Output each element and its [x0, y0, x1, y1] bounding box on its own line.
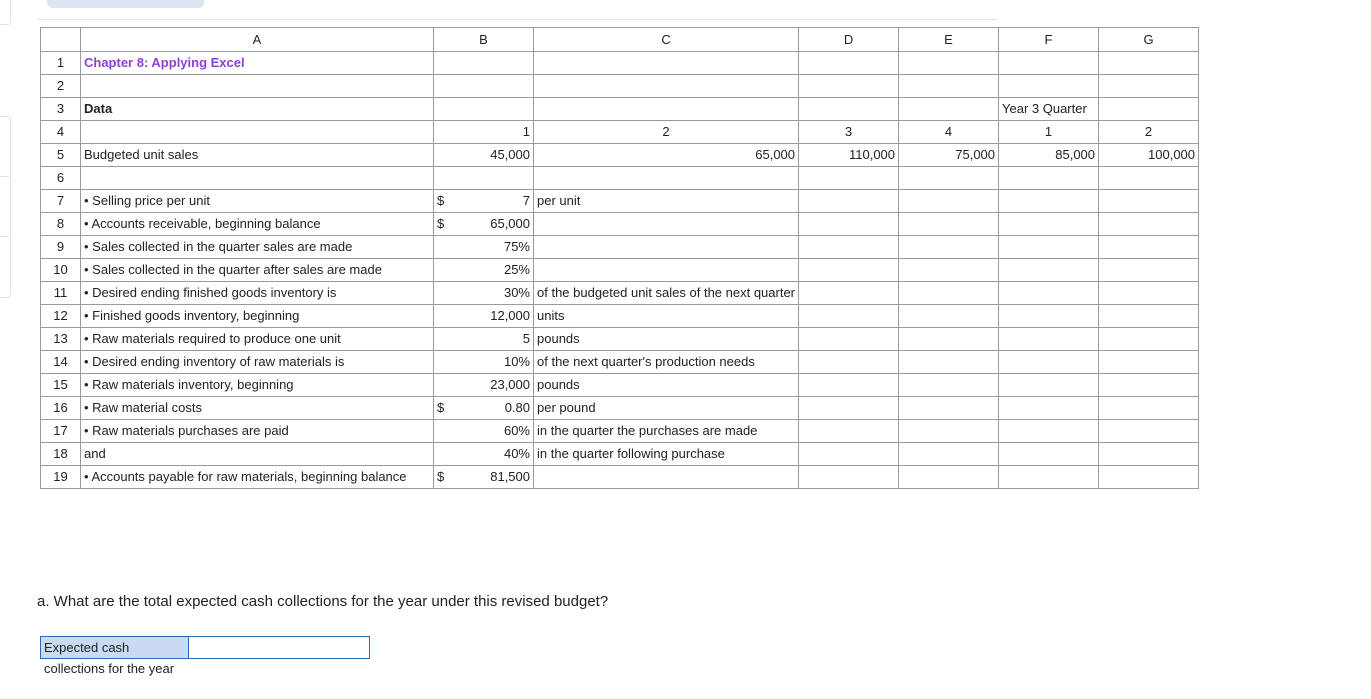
cell-c[interactable]: [534, 167, 799, 190]
cell-b[interactable]: 12,000: [434, 305, 534, 328]
question-text: a. What are the total expected cash collections for the year under this revised budget?: [37, 593, 609, 610]
currency-symbol: $: [434, 397, 460, 420]
row-number: 1: [41, 52, 81, 75]
cell-b[interactable]: 75%: [434, 236, 534, 259]
table-row: [41, 420, 1199, 443]
cell-f[interactable]: [999, 190, 1099, 213]
cell-d[interactable]: [799, 98, 899, 121]
cell-e[interactable]: [899, 167, 999, 190]
table-row: [41, 98, 1199, 121]
cell-e[interactable]: [899, 397, 999, 420]
cell-f[interactable]: [999, 443, 1099, 466]
cell-g[interactable]: 100,000: [1099, 144, 1199, 167]
cell-c[interactable]: of the budgeted unit sales of the next quarter: [534, 282, 799, 305]
cell-e[interactable]: [899, 420, 999, 443]
table-row: [41, 121, 1199, 144]
table-row: [41, 397, 1199, 420]
cell-f[interactable]: [999, 305, 1099, 328]
row-number: 2: [41, 75, 81, 98]
cell-f[interactable]: 1: [999, 121, 1099, 144]
row-number: 17: [41, 420, 81, 443]
top-tab[interactable]: [47, 0, 204, 8]
cell-c[interactable]: in the quarter following purchase: [534, 443, 799, 466]
table-row: [41, 443, 1199, 466]
cell-e[interactable]: [899, 466, 999, 489]
row-number: 14: [41, 351, 81, 374]
cell-c[interactable]: pounds: [534, 328, 799, 351]
answer-label: Expected cash collections for the year: [41, 637, 189, 658]
cell-a[interactable]: • Accounts payable for raw materials, beginning balance: [81, 466, 434, 489]
cell-d[interactable]: [799, 167, 899, 190]
cell-d[interactable]: [799, 52, 899, 75]
cell-c[interactable]: 2: [534, 121, 799, 144]
table-row: [41, 305, 1199, 328]
table-row: [41, 167, 1199, 190]
cell-a[interactable]: • Raw material costs: [81, 397, 434, 420]
cell-b[interactable]: 1: [434, 121, 534, 144]
cell-b[interactable]: 30%: [434, 282, 534, 305]
cell-a[interactable]: Chapter 8: Applying Excel: [81, 52, 434, 75]
cell-f[interactable]: [999, 351, 1099, 374]
cell-f[interactable]: [999, 167, 1099, 190]
cell-c[interactable]: units: [534, 305, 799, 328]
cell-a[interactable]: and: [81, 443, 434, 466]
row-number: 19: [41, 466, 81, 489]
row-number: 3: [41, 98, 81, 121]
cell-f[interactable]: 85,000: [999, 144, 1099, 167]
table-row: [41, 144, 1199, 167]
cell-g[interactable]: [1099, 75, 1199, 98]
cell-c[interactable]: [534, 52, 799, 75]
cell-b[interactable]: [434, 52, 534, 75]
cell-e[interactable]: [899, 213, 999, 236]
cell-e[interactable]: [899, 282, 999, 305]
cell-b[interactable]: 60%: [434, 420, 534, 443]
cell-b[interactable]: 23,000: [434, 374, 534, 397]
cell-f[interactable]: [999, 420, 1099, 443]
cell-d[interactable]: [799, 328, 899, 351]
table-row: [41, 328, 1199, 351]
corner-cell: [41, 28, 81, 52]
cell-g[interactable]: [1099, 213, 1199, 236]
cell-c[interactable]: [534, 466, 799, 489]
cell-g[interactable]: [1099, 466, 1199, 489]
row-number: 15: [41, 374, 81, 397]
cell-a[interactable]: Budgeted unit sales: [81, 144, 434, 167]
answer-input-wrap: [189, 637, 369, 658]
table-row: [41, 351, 1199, 374]
cell-a[interactable]: • Raw materials purchases are paid: [81, 420, 434, 443]
cell-g[interactable]: [1099, 420, 1199, 443]
cell-c[interactable]: pounds: [534, 374, 799, 397]
cell-a[interactable]: • Desired ending inventory of raw materials is: [81, 351, 434, 374]
table-row: [41, 374, 1199, 397]
column-header-f: F: [999, 28, 1099, 52]
cell-b[interactable]: [434, 167, 534, 190]
cell-f[interactable]: [999, 236, 1099, 259]
cell-b[interactable]: 0.80: [460, 397, 534, 420]
row-number: 4: [41, 121, 81, 144]
cell-b[interactable]: 25%: [434, 259, 534, 282]
cell-c[interactable]: [534, 75, 799, 98]
cell-g[interactable]: [1099, 443, 1199, 466]
cell-b[interactable]: 10%: [434, 351, 534, 374]
cell-b[interactable]: 7: [460, 190, 534, 213]
cell-c[interactable]: 65,000: [534, 144, 799, 167]
cell-c[interactable]: [534, 213, 799, 236]
cell-f[interactable]: [999, 328, 1099, 351]
answer-row: [40, 636, 370, 676]
column-header-a: A: [81, 28, 434, 52]
cell-f[interactable]: [999, 466, 1099, 489]
cell-d[interactable]: [799, 282, 899, 305]
cell-g[interactable]: [1099, 328, 1199, 351]
cell-d[interactable]: [799, 236, 899, 259]
table-row: [41, 52, 1199, 75]
table-row: [41, 236, 1199, 259]
table-row: [41, 190, 1199, 213]
cell-g[interactable]: [1099, 351, 1199, 374]
cell-g[interactable]: [1099, 167, 1199, 190]
column-header-d: D: [799, 28, 899, 52]
cell-g[interactable]: [1099, 374, 1199, 397]
cell-b[interactable]: 81,500: [460, 466, 534, 489]
column-header-g: G: [1099, 28, 1199, 52]
spreadsheet-table: [40, 27, 1199, 489]
cell-d[interactable]: [799, 75, 899, 98]
cell-c[interactable]: per pound: [534, 397, 799, 420]
cell-d[interactable]: [799, 351, 899, 374]
expected-cash-collections-input[interactable]: [189, 637, 369, 658]
row-number: 9: [41, 236, 81, 259]
row-number: 13: [41, 328, 81, 351]
cell-b[interactable]: 45,000: [434, 144, 534, 167]
cell-g[interactable]: [1099, 305, 1199, 328]
cell-d[interactable]: [799, 259, 899, 282]
cell-a[interactable]: • Desired ending finished goods inventory is: [81, 282, 434, 305]
cell-e[interactable]: [899, 328, 999, 351]
cell-e[interactable]: [899, 190, 999, 213]
cell-d[interactable]: [799, 305, 899, 328]
table-row: [41, 466, 1199, 489]
cell-c[interactable]: [534, 236, 799, 259]
currency-symbol: $: [434, 190, 460, 213]
cell-a[interactable]: • Sales collected in the quarter sales are made: [81, 236, 434, 259]
cell-c[interactable]: of the next quarter's production needs: [534, 351, 799, 374]
cell-e[interactable]: [899, 305, 999, 328]
column-header-c: C: [534, 28, 799, 52]
cell-b[interactable]: 5: [434, 328, 534, 351]
cell-d[interactable]: [799, 397, 899, 420]
row-number: 12: [41, 305, 81, 328]
row-number: 8: [41, 213, 81, 236]
cell-e[interactable]: [899, 443, 999, 466]
row-number: 16: [41, 397, 81, 420]
cell-e[interactable]: [899, 351, 999, 374]
cell-f[interactable]: [999, 52, 1099, 75]
cell-f[interactable]: Year 3 Quarter: [999, 98, 1099, 121]
cell-g[interactable]: [1099, 98, 1199, 121]
cell-a[interactable]: • Accounts receivable, beginning balance: [81, 213, 434, 236]
divider: [37, 19, 997, 20]
cell-g[interactable]: [1099, 236, 1199, 259]
cell-e[interactable]: [899, 374, 999, 397]
cell-b[interactable]: [434, 75, 534, 98]
cell-a[interactable]: [81, 167, 434, 190]
table-row: [41, 282, 1199, 305]
cell-a[interactable]: • Raw materials inventory, beginning: [81, 374, 434, 397]
row-number: 11: [41, 282, 81, 305]
cell-c[interactable]: in the quarter the purchases are made: [534, 420, 799, 443]
left-rail-panel[interactable]: [0, 0, 11, 25]
cell-d[interactable]: 3: [799, 121, 899, 144]
cell-d[interactable]: [799, 374, 899, 397]
cell-d[interactable]: [799, 190, 899, 213]
table-row: [41, 213, 1199, 236]
cell-g[interactable]: [1099, 52, 1199, 75]
cell-e[interactable]: [899, 75, 999, 98]
cell-g[interactable]: [1099, 190, 1199, 213]
cell-a[interactable]: [81, 75, 434, 98]
cell-g[interactable]: [1099, 282, 1199, 305]
table-row: [41, 259, 1199, 282]
cell-b[interactable]: 40%: [434, 443, 534, 466]
cell-d[interactable]: [799, 466, 899, 489]
row-number: 18: [41, 443, 81, 466]
currency-symbol: $: [434, 466, 460, 489]
cell-g[interactable]: 2: [1099, 121, 1199, 144]
cell-f[interactable]: [999, 397, 1099, 420]
cell-d[interactable]: [799, 420, 899, 443]
cell-a[interactable]: • Selling price per unit: [81, 190, 434, 213]
currency-symbol: $: [434, 213, 460, 236]
cell-f[interactable]: [999, 282, 1099, 305]
cell-g[interactable]: [1099, 259, 1199, 282]
cell-d[interactable]: 110,000: [799, 144, 899, 167]
cell-a[interactable]: • Sales collected in the quarter after sales are made: [81, 259, 434, 282]
row-number: 10: [41, 259, 81, 282]
cell-b[interactable]: 65,000: [460, 213, 534, 236]
cell-f[interactable]: [999, 75, 1099, 98]
cell-e[interactable]: [899, 52, 999, 75]
table-row: [41, 75, 1199, 98]
column-header-e: E: [899, 28, 999, 52]
column-header-b: B: [434, 28, 534, 52]
row-number: 7: [41, 190, 81, 213]
cell-d[interactable]: [799, 443, 899, 466]
cell-f[interactable]: [999, 374, 1099, 397]
cell-a[interactable]: • Raw materials required to produce one unit: [81, 328, 434, 351]
cell-g[interactable]: [1099, 397, 1199, 420]
column-header-row: [41, 28, 1199, 52]
row-number: 6: [41, 167, 81, 190]
cell-e[interactable]: [899, 259, 999, 282]
cell-e[interactable]: [899, 236, 999, 259]
cell-d[interactable]: [799, 213, 899, 236]
cell-c[interactable]: [534, 98, 799, 121]
cell-e[interactable]: 75,000: [899, 144, 999, 167]
cell-a[interactable]: Data: [81, 98, 434, 121]
cell-a[interactable]: • Finished goods inventory, beginning: [81, 305, 434, 328]
cell-e[interactable]: 4: [899, 121, 999, 144]
cell-f[interactable]: [999, 259, 1099, 282]
cell-c[interactable]: [534, 259, 799, 282]
left-rail-panel[interactable]: [0, 116, 11, 298]
row-number: 5: [41, 144, 81, 167]
cell-a[interactable]: [81, 121, 434, 144]
cell-f[interactable]: [999, 213, 1099, 236]
cell-e[interactable]: [899, 98, 999, 121]
cell-c[interactable]: per unit: [534, 190, 799, 213]
cell-b[interactable]: [434, 98, 534, 121]
